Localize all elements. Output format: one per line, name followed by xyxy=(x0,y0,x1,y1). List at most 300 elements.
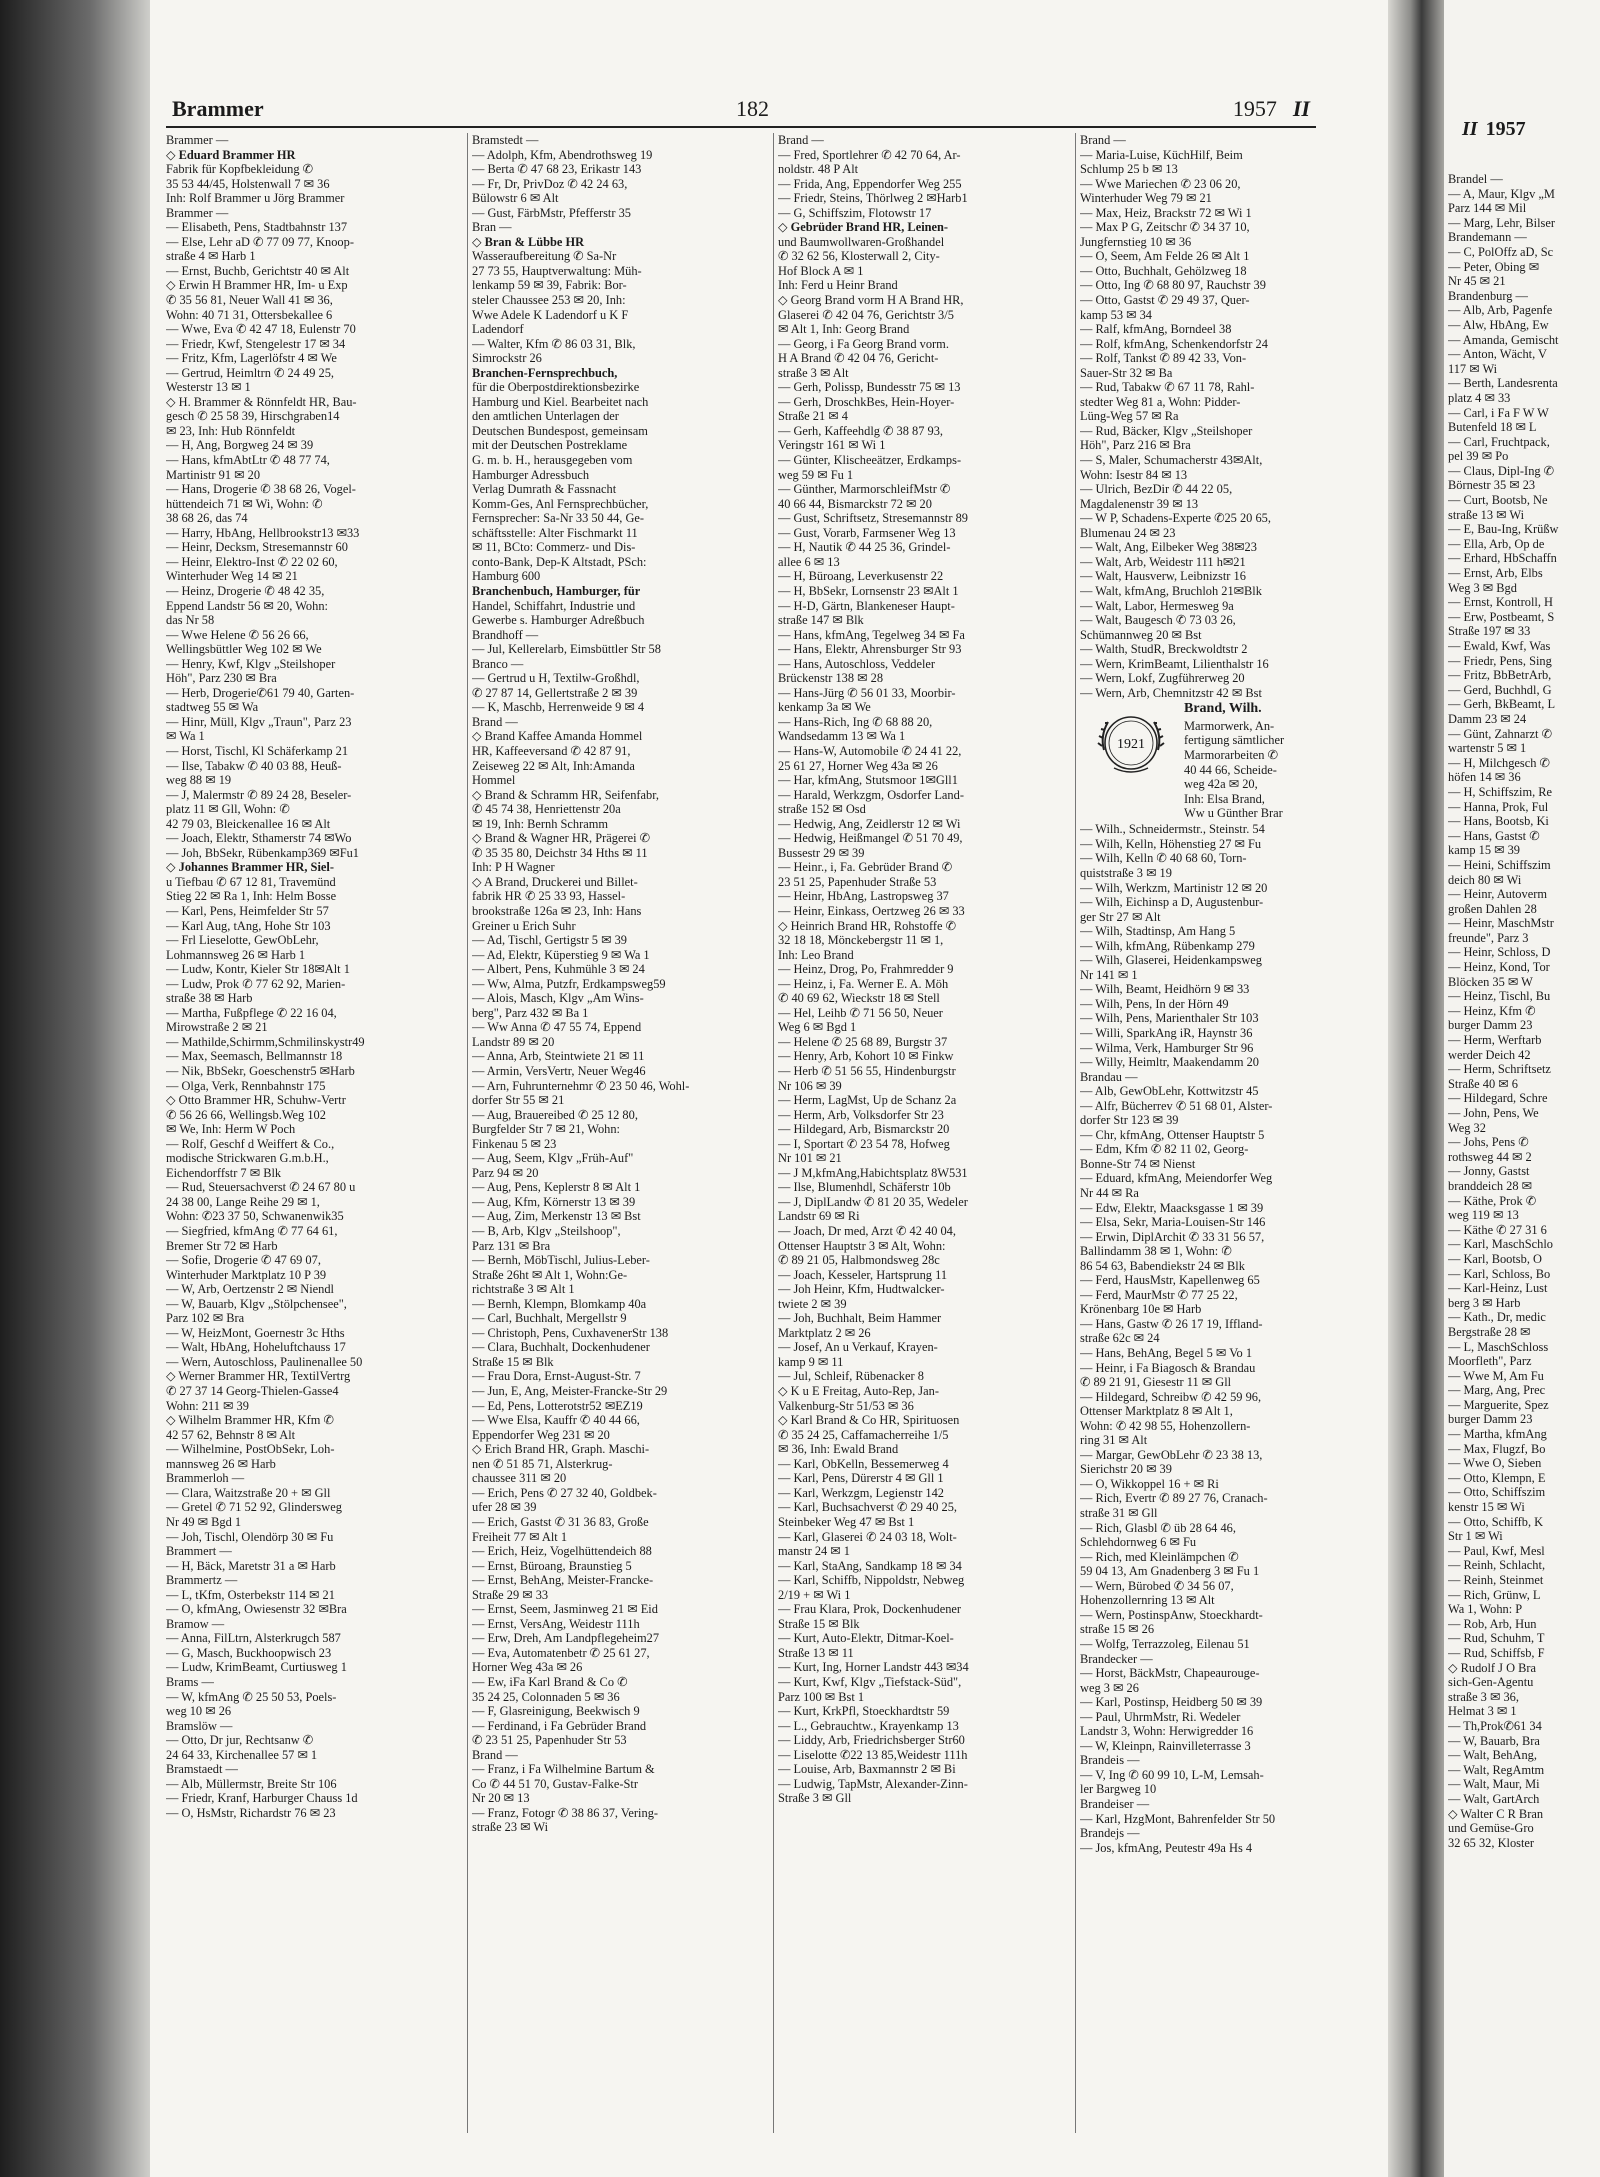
directory-entry: 42 57 62, Behnstr 8 ✉ Alt xyxy=(166,1427,296,1442)
facing-entry: Bergstraße 28 ✉ xyxy=(1448,1324,1531,1339)
directory-entry: Bonne-Str 74 ✉ Nienst xyxy=(1080,1156,1196,1171)
directory-entry: — Henry, Kwf, Klgv „Steilshoper xyxy=(166,656,336,671)
facing-entry: — Rob, Arb, Hun xyxy=(1448,1616,1537,1631)
directory-entry: — Alb, GewObLehr, Kottwitzstr 45 xyxy=(1080,1084,1259,1099)
directory-entry: — H-D, Gärtn, Blankeneser Haupt- xyxy=(778,598,955,613)
directory-entry: — Ernst, Büroang, Braunstieg 5 xyxy=(472,1558,632,1573)
directory-entry: Branchen-Fernsprechbuch, xyxy=(472,365,618,380)
directory-entry: — W, Bauarb, Klgv „Stölpchensee", xyxy=(166,1296,347,1311)
surname-heading: Brandeis — xyxy=(1080,1753,1140,1768)
directory-entry: — Ed, Pens, Lotterotstr52 ✉EZ19 xyxy=(472,1398,643,1413)
directory-entry: — Karl, Pens, Dürerstr 4 ✉ Gll 1 xyxy=(778,1471,944,1486)
directory-entry: Fabrik für Kopfbekleidung ✆ xyxy=(166,162,313,177)
facing-entry: — Reinh, Schlacht, xyxy=(1448,1558,1546,1573)
advertisement-line: Ww u Günther Brar xyxy=(1184,806,1283,821)
page-header xyxy=(166,86,1316,128)
facing-entry: kamp 15 ✉ 39 xyxy=(1448,843,1520,858)
directory-entry: Zeiseweg 22 ✉ Alt, Inh:Amanda xyxy=(472,758,635,773)
facing-entry: Helmat 3 ✉ 1 xyxy=(1448,1704,1517,1719)
directory-entry: ◇ Wilhelm Brammer HR, Kfm ✆ xyxy=(166,1413,334,1428)
directory-entry: — Berta ✆ 47 68 23, Erikastr 143 xyxy=(472,162,642,177)
directory-entry: Freiheit 77 ✉ Alt 1 xyxy=(472,1529,568,1544)
directory-entry: — Horst, Tischl, Kl Schäferkamp 21 xyxy=(166,743,349,758)
directory-entry: Burgfelder Str 7 ✉ 21, Wohn: xyxy=(472,1122,620,1137)
directory-entry: — Hel, Leihb ✆ 71 56 50, Neuer xyxy=(778,1005,943,1020)
facing-column xyxy=(1448,172,1598,1850)
directory-entry: ✉ 19, Inh: Bernh Schramm xyxy=(472,816,608,831)
directory-entry: u Tiefbau ✆ 67 12 81, Travemünd xyxy=(166,874,336,889)
directory-entry: — Wwe Mariechen ✆ 23 06 20, xyxy=(1080,176,1241,191)
directory-entry: — Hans-W, Automobile ✆ 24 41 22, xyxy=(778,743,962,758)
directory-entry: — Karl Aug, tAng, Hohe Str 103 xyxy=(166,918,331,933)
facing-entry: — Erw, Postbeamt, S xyxy=(1448,609,1555,624)
directory-entry: — Gerh, DroschkBes, Hein-Hoyer- xyxy=(778,394,955,409)
directory-entry: steler Chaussee 253 ✉ 20, Inh: xyxy=(472,293,626,308)
directory-entry: — Max, Seemasch, Bellmannstr 18 xyxy=(166,1049,343,1064)
directory-entry: ◇ Heinrich Brand HR, Rohstoffe ✆ xyxy=(778,918,956,933)
directory-entry: — Helene ✆ 25 68 89, Burgstr 37 xyxy=(778,1034,948,1049)
directory-entry: Ballindamm 38 ✉ 1, Wohn: ✆ xyxy=(1080,1244,1232,1259)
directory-entry: — Heinr, Einkass, Oertzweg 26 ✉ 33 xyxy=(778,903,965,918)
directory-entry: — Heinr, Decksm, Stresemannstr 60 xyxy=(166,540,348,555)
directory-entry: — Rud, Bäcker, Klgv „Steilshoper xyxy=(1080,423,1253,438)
directory-entry: — J, DiplLandw ✆ 81 20 35, Wedeler xyxy=(778,1194,968,1209)
directory-entry: — Paul, UhrmMstr, Ri. Wedeler xyxy=(1080,1709,1241,1724)
directory-entry: straße 15 ✉ 26 xyxy=(1080,1622,1155,1637)
directory-entry: — Wern, Bürobed ✆ 34 56 07, xyxy=(1080,1578,1234,1593)
directory-entry: — Ludw, Prok ✆ 77 62 92, Marien- xyxy=(166,976,346,991)
directory-entry: — Eva, Automatenbetr ✆ 25 61 27, xyxy=(472,1645,650,1660)
facing-entry: — Gerd, Buchhdl, G xyxy=(1448,682,1552,697)
facing-entry: — Ernst, Arb, Elbs xyxy=(1448,566,1543,581)
facing-entry: Börnestr 35 ✉ 23 xyxy=(1448,478,1536,493)
directory-entry: — W P, Schadens-Experte ✆25 20 65, xyxy=(1080,511,1271,526)
directory-entry: Sierichstr 20 ✉ 39 xyxy=(1080,1462,1172,1477)
directory-entry: — Alfr, Bücherrev ✆ 51 68 01, Alster- xyxy=(1080,1098,1273,1113)
directory-entry: — Frau Klara, Prok, Dockenhudener xyxy=(778,1602,962,1617)
directory-entry: — Gust, Schriftsetz, Stresemannstr 89 xyxy=(778,511,968,526)
directory-entry: — Erwin, DiplArchit ✆ 33 31 56 57, xyxy=(1080,1229,1265,1244)
directory-entry: ◇ Georg Brand vorm H A Brand HR, xyxy=(778,293,964,308)
directory-entry: Straße 3 ✉ Gll xyxy=(778,1791,852,1806)
directory-entry: Schlehdornweg 6 ✉ Fu xyxy=(1080,1535,1197,1550)
directory-entry: — Erw, Dreh, Am Landpflegeheim27 xyxy=(472,1631,660,1646)
directory-entry: Mirowstraße 2 ✉ 21 xyxy=(166,1020,268,1035)
directory-entry: — Olga, Verk, Rennbahnstr 175 xyxy=(166,1078,326,1093)
directory-column-3 xyxy=(778,133,1070,1806)
directory-entry: ◇ Johannes Brammer HR, Siel- xyxy=(166,860,334,875)
directory-entry: — Mathilde,Schirmm,Schmilinskystr49 xyxy=(166,1034,365,1049)
directory-entry: Wellingsbüttler Weg 102 ✉ We xyxy=(166,642,322,657)
directory-entry: — I, Sportart ✆ 23 54 78, Hofweg xyxy=(778,1136,950,1151)
directory-entry: Gewerbe s. Hamburger Adreßbuch xyxy=(472,613,645,628)
facing-entry: — Fritz, BbBetrArb, xyxy=(1448,668,1552,683)
directory-entry: Wohn: 40 71 31, Ottersbekallee 6 xyxy=(166,307,333,322)
facing-page xyxy=(1444,0,1600,2177)
directory-entry: stadtweg 55 ✉ Wa xyxy=(166,700,259,715)
directory-entry: ring 31 ✉ Alt xyxy=(1080,1433,1148,1448)
directory-entry: — Walt, Hausverw, Leibnizstr 16 xyxy=(1080,569,1246,584)
directory-entry: berg", Parz 432 ✉ Ba 1 xyxy=(472,1005,589,1020)
directory-entry: — Christoph, Pens, CuxhavenerStr 138 xyxy=(472,1325,669,1340)
facing-entry: — Otto, Schiffszim xyxy=(1448,1485,1546,1500)
directory-entry: Glaserei ✆ 42 04 76, Gerichtstr 3/5 xyxy=(778,307,954,322)
directory-entry: — Gust, FärbMstr, Pfefferstr 35 xyxy=(472,205,631,220)
directory-entry: — Josef, An u Verkauf, Krayen- xyxy=(778,1340,938,1355)
directory-entry: — Ernst, VersAng, Weidestr 111h xyxy=(472,1616,640,1631)
directory-entry: — V, Ing ✆ 60 99 10, L-M, Lemsah- xyxy=(1080,1767,1264,1782)
directory-entry: lenkamp 59 ✉ 39, Fabrik: Bor- xyxy=(472,278,627,293)
facing-entry: Brandemann — xyxy=(1448,230,1527,245)
directory-entry: — Bernh, MöbTischl, Julius-Leber- xyxy=(472,1253,650,1268)
facing-entry: wartenstr 5 ✉ 1 xyxy=(1448,741,1527,756)
facing-entry: — Günt, Zahnarzt ✆ xyxy=(1448,726,1552,741)
directory-entry: Lohmannsweg 26 ✉ Harb 1 xyxy=(166,947,306,962)
surname-heading: Brandhoff — xyxy=(472,627,539,642)
directory-entry: kamp 9 ✉ 11 xyxy=(778,1354,844,1369)
facing-entry: — Berth, Landesrenta xyxy=(1448,376,1558,391)
directory-entry: — Anna, FilLtrn, Alsterkrugch 587 xyxy=(166,1631,341,1646)
directory-entry: Nr 49 ✉ Bgd 1 xyxy=(166,1514,242,1529)
directory-entry: weg 59 ✉ Fu 1 xyxy=(778,467,854,482)
facing-entry: burger Damm 23 xyxy=(1448,1412,1533,1427)
directory-entry: Ladendorf xyxy=(472,322,524,337)
directory-entry: hüttendeich 71 ✉ Wi, Wohn: ✆ xyxy=(166,496,323,511)
directory-entry: — Heinz, i, Fa. Werner E. A. Möh xyxy=(778,976,949,991)
directory-entry: — Albert, Pens, Kuhmühle 3 ✉ 24 xyxy=(472,962,645,977)
directory-entry: das Nr 58 xyxy=(166,613,215,628)
directory-entry: Landstr 69 ✉ Ri xyxy=(778,1209,860,1224)
directory-entry: — J M,kfmAng,Habichtsplatz 8W531 xyxy=(778,1165,968,1180)
facing-entry: — Hans, Bootsb, Ki xyxy=(1448,814,1549,829)
facing-entry: — Heinz, Kfm ✆ xyxy=(1448,1003,1536,1018)
directory-entry: — Kurt, Ing, Horner Landstr 443 ✉34 xyxy=(778,1660,969,1675)
directory-entry: — Heinr, HbAng, Lastropsweg 37 xyxy=(778,889,949,904)
page-number: 182 xyxy=(736,96,769,121)
surname-heading: Branco — xyxy=(472,656,524,671)
directory-entry: den amtlichen Unterlagen der xyxy=(472,409,619,424)
directory-entry: — Herm, LagMst, Up de Schanz 2a xyxy=(778,1093,957,1108)
year-seal-logo xyxy=(1094,706,1168,780)
header-left-word: Brammer xyxy=(172,96,264,121)
facing-entry: Moorfleth", Parz xyxy=(1448,1354,1532,1369)
directory-entry: Eppend Landstr 56 ✉ 20, Wohn: xyxy=(166,598,328,613)
directory-entry: Nr 101 ✉ 21 xyxy=(778,1151,842,1166)
directory-entry: — Wern, KrimBeamt, Lilienthalstr 16 xyxy=(1080,656,1269,671)
facing-entry: platz 4 ✉ 33 xyxy=(1448,390,1511,405)
directory-page xyxy=(150,0,1388,2177)
facing-entry: — Amanda, Gemischt xyxy=(1448,332,1559,347)
facing-entry: Weg 32 xyxy=(1448,1120,1486,1135)
directory-entry: Co ✆ 44 51 70, Gustav-Falke-Str xyxy=(472,1776,638,1791)
facing-entry: pel 39 ✉ Po xyxy=(1448,449,1509,464)
directory-entry: — Herb ✆ 51 56 55, Hindenburgstr xyxy=(778,1064,956,1078)
facing-entry: — Martha, kfmAng xyxy=(1448,1427,1547,1442)
directory-entry: Westerstr 13 ✉ 1 xyxy=(166,380,251,395)
directory-entry: Nr 20 ✉ 13 xyxy=(472,1791,530,1806)
directory-entry: — Otto, Gastst ✆ 29 49 37, Quer- xyxy=(1080,293,1250,308)
facing-entry: — Karl-Heinz, Lust xyxy=(1448,1281,1548,1296)
directory-entry: straße 38 ✉ Harb xyxy=(166,991,253,1006)
facing-entry: — Heini, Schiffszim xyxy=(1448,857,1551,872)
directory-entry: — Friedr, Kranf, Harburger Chauss 1d xyxy=(166,1791,358,1806)
facing-entry: — Otto, Klempn, E xyxy=(1448,1470,1546,1485)
directory-entry: — Aug, Seem, Klgv „Früh-Auf" xyxy=(472,1151,634,1166)
facing-entry: werder Deich 42 xyxy=(1448,1047,1531,1062)
directory-entry: — Wilh, kfmAng, Rübenkamp 279 xyxy=(1080,938,1255,953)
directory-entry: — Erich, Gastst ✆ 31 36 83, Große xyxy=(472,1514,649,1529)
directory-entry: straße 3 ✉ Alt xyxy=(778,365,849,380)
facing-entry: — H, Milchgesch ✆ xyxy=(1448,755,1550,770)
directory-entry: straße 23 ✉ Wi xyxy=(472,1820,549,1835)
directory-entry: — K, Maschb, Herrenweide 9 ✉ 4 xyxy=(472,700,645,715)
directory-entry: — Adolph, Kfm, Abendrothsweg 19 xyxy=(472,147,653,162)
directory-entry: Straße 13 ✉ 11 xyxy=(778,1645,854,1660)
facing-entry: — Herm, Schriftsetz xyxy=(1448,1062,1551,1077)
facing-entry: weg 119 ✉ 13 xyxy=(1448,1208,1519,1223)
directory-entry: — Joh, Tischl, Olendörp 30 ✉ Fu xyxy=(166,1529,334,1544)
directory-entry: — Joach, Elektr, Sthamerstr 74 ✉Wo xyxy=(166,831,352,846)
facing-entry: ◇ Walter C R Bran xyxy=(1448,1806,1544,1821)
directory-entry: — Hans, Drogerie ✆ 38 68 26, Vogel- xyxy=(166,482,356,497)
directory-entry: Straße 21 ✉ 4 xyxy=(778,409,848,424)
directory-entry: — Heinz, Drog, Po, Frahmredder 9 xyxy=(778,962,954,977)
directory-entry: Hamburg und Kiel. Bearbeitet nach xyxy=(472,394,649,409)
directory-entry: — Aug, Zim, Merkenstr 13 ✉ Bst xyxy=(472,1209,641,1224)
facing-entry: — Anton, Wächt, V xyxy=(1448,347,1548,362)
directory-entry: manstr 24 ✉ 1 xyxy=(778,1544,850,1559)
directory-entry: Brückenstr 138 ✉ 28 xyxy=(778,671,884,686)
facing-entry: — Karl, MaschSchlo xyxy=(1448,1237,1553,1252)
facing-entry: — Gerh, BkBeamt, L xyxy=(1448,697,1556,712)
facing-entry: — Heinz, Kond, Tor xyxy=(1448,960,1550,975)
directory-entry: ✆ 35 56 81, Neuer Wall 41 ✉ 36, xyxy=(166,293,333,308)
directory-entry: — Wilh., Schneidermstr., Steinstr. 54 xyxy=(1080,822,1265,837)
advertisement-heading: Brand, Wilh. xyxy=(1184,702,1262,717)
directory-entry: ✉ 23, Inh: Hub Rönnfeldt xyxy=(166,423,296,438)
directory-entry: — Wern, Autoschloss, Paulinenallee 50 xyxy=(166,1354,363,1369)
directory-entry: — Harry, HbAng, Hellbrookstr13 ✉33 xyxy=(166,525,360,540)
facing-entry: höfen 14 ✉ 36 xyxy=(1448,770,1521,785)
directory-entry: — W, Kleinpn, Rainvilleterrasse 3 xyxy=(1080,1738,1251,1753)
directory-entry: Wohn: 211 ✉ 39 xyxy=(166,1398,249,1413)
directory-entry: ger Str 27 ✉ Alt xyxy=(1080,909,1161,924)
facing-entry: Str 1 ✉ Wi xyxy=(1448,1529,1503,1544)
directory-entry: Wohn: Isestr 84 ✉ 13 xyxy=(1080,467,1188,482)
directory-entry: — Liselotte ✆22 13 85,Weidestr 111h xyxy=(778,1747,968,1762)
directory-entry: — Ferd, MaurMstr ✆ 77 25 22, xyxy=(1080,1287,1238,1302)
directory-entry: 2/19 + ✉ Wi 1 xyxy=(778,1587,851,1602)
directory-entry: — Wern, Arb, Chemnitzstr 42 ✉ Bst xyxy=(1080,685,1262,700)
facing-entry: Parz 144 ✉ Mil xyxy=(1448,201,1527,216)
directory-entry: — Carl, Buchhalt, Mergellstr 9 xyxy=(472,1311,627,1326)
facing-entry: — Käthe ✆ 27 31 6 xyxy=(1448,1222,1547,1237)
facing-entry: Brandenburg — xyxy=(1448,288,1528,303)
directory-entry: Bussestr 29 ✉ 39 xyxy=(778,845,865,860)
directory-entry: — Wilh, Pens, Marienthaler Str 103 xyxy=(1080,1011,1259,1026)
facing-entry: — Hildegard, Schre xyxy=(1448,1091,1548,1106)
column-rule xyxy=(1075,133,1076,2133)
directory-entry: — Ad, Elektr, Küperstieg 9 ✉ Wa 1 xyxy=(472,947,650,962)
directory-entry: Verlag Dumrath & Fassnacht xyxy=(472,482,617,497)
directory-entry: Sauer-Str 32 ✉ Ba xyxy=(1080,365,1173,380)
directory-entry: ◇ Gebrüder Brand HR, Leinen- xyxy=(778,220,949,235)
directory-entry: — Rich, Glasbl ✆ üb 28 64 46, xyxy=(1080,1520,1236,1535)
directory-entry: — Otto, Dr jur, Rechtsanw ✆ xyxy=(166,1733,314,1748)
facing-entry: — Marguerite, Spez xyxy=(1448,1397,1549,1412)
directory-entry: — Wolfg, Terrazzoleg, Eilenau 51 xyxy=(1080,1636,1250,1651)
directory-entry: — Edw, Elektr, Maacksgasse 1 ✉ 39 xyxy=(1080,1200,1264,1215)
directory-entry: — Hinr, Müll, Klgv „Traun", Parz 23 xyxy=(166,714,352,729)
facing-page-header xyxy=(1462,118,1526,141)
facing-entry: 32 65 32, Kloster xyxy=(1448,1835,1535,1850)
directory-entry: Inh: Rolf Brammer u Jörg Brammer xyxy=(166,191,345,206)
directory-entry: Höh", Parz 216 ✉ Bra xyxy=(1080,438,1191,453)
facing-entry: deich 80 ✉ Wi xyxy=(1448,872,1522,887)
directory-entry: — Walt, Arb, Weidestr 111 h✉21 xyxy=(1080,554,1246,569)
directory-entry: — Anna, Arb, Steintwiete 21 ✉ 11 xyxy=(472,1049,645,1064)
directory-entry: — Gerh, Polissp, Bundesstr 75 ✉ 13 xyxy=(778,380,961,395)
directory-entry: stedter Weg 81 a, Wohn: Pidder- xyxy=(1080,394,1241,409)
facing-entry: — Rud, Schiffsb, F xyxy=(1448,1645,1545,1660)
directory-entry: Parz 100 ✉ Bst 1 xyxy=(778,1689,865,1704)
facing-entry: — L, MaschSchloss xyxy=(1448,1339,1549,1354)
directory-entry: platz 11 ✉ Gll, Wohn: ✆ xyxy=(166,802,290,817)
facing-entry: kenstr 15 ✉ Wi xyxy=(1448,1500,1525,1515)
directory-entry: Hohenzollernring 13 ✉ Alt xyxy=(1080,1593,1215,1608)
directory-entry: — Hans, BehAng, Begel 5 ✉ Vo 1 xyxy=(1080,1346,1253,1361)
directory-entry: — G, Schiffszim, Flotowstr 17 xyxy=(778,205,932,220)
facing-entry: — Walt, BehAng, xyxy=(1448,1748,1537,1763)
directory-entry: — Wilh, Beamt, Heidhörn 9 ✉ 33 xyxy=(1080,982,1250,997)
directory-entry: — Karl, ObKelln, Bessemerweg 4 xyxy=(778,1456,949,1471)
directory-entry: — Wwe Helene ✆ 56 26 66, xyxy=(166,627,309,642)
directory-entry: Schümannweg 20 ✉ Bst xyxy=(1080,627,1202,642)
facing-entry: — Hanna, Prok, Ful xyxy=(1448,799,1549,814)
directory-entry: Simrockstr 26 xyxy=(472,351,542,366)
directory-entry: Greiner u Erich Suhr xyxy=(472,918,576,933)
directory-entry: Wohn: ✆23 37 50, Schwanenwik35 xyxy=(166,1209,344,1224)
directory-entry: — Ilse, Blumenhdl, Schäferstr 10b xyxy=(778,1180,951,1195)
directory-entry: — Ernst, Buchb, Gerichtstr 40 ✉ Alt xyxy=(166,263,350,278)
directory-entry: — Else, Lehr aD ✆ 77 09 77, Knoop- xyxy=(166,234,354,249)
advertisement-text xyxy=(1184,702,1376,820)
advertisement-line: Marmorarbeiten ✆ xyxy=(1184,747,1278,762)
directory-entry: 42 79 03, Bleickenallee 16 ✉ Alt xyxy=(166,816,331,831)
directory-entry: — Walt, Labor, Hermesweg 9a xyxy=(1080,598,1234,613)
surname-heading: Bramstaedt — xyxy=(166,1762,238,1777)
directory-entry: mit der Deutschen Postreklame xyxy=(472,438,628,453)
directory-entry: Schlump 25 b ✉ 13 xyxy=(1080,162,1178,177)
facing-year: 1957 xyxy=(1485,118,1526,140)
directory-entry: — H, BbSekr, Lornsenstr 23 ✉Alt 1 xyxy=(778,583,959,598)
directory-entry: Inh: Leo Brand xyxy=(778,947,854,962)
directory-entry: — Harald, Werkzgm, Osdorfer Land- xyxy=(778,787,964,802)
directory-entry: straße 62c ✉ 24 xyxy=(1080,1331,1160,1346)
directory-entry: Landstr 89 ✉ 20 xyxy=(472,1034,555,1049)
directory-entry: — Rolf, kfmAng, Schenkendorfstr 24 xyxy=(1080,336,1268,351)
directory-entry: Hof Block A ✉ 1 xyxy=(778,263,864,278)
directory-entry: — Elsa, Sekr, Maria-Louisen-Str 146 xyxy=(1080,1215,1266,1230)
directory-entry: Wohn: ✆ 42 98 55, Hohenzollern- xyxy=(1080,1418,1251,1433)
directory-entry: — Friedr, Steins, Thörlweg 2 ✉Harb1 xyxy=(778,191,968,206)
directory-entry: Finkenau 5 ✉ 23 xyxy=(472,1136,557,1151)
directory-entry: brookstraße 126a ✉ 23, Inh: Hans xyxy=(472,903,642,918)
directory-entry: — G, Masch, Buckhoopwisch 23 xyxy=(166,1645,332,1660)
directory-entry: dorfer Str 123 ✉ 39 xyxy=(1080,1113,1179,1128)
directory-entry: ◇ Brand Kaffee Amanda Hommel xyxy=(472,729,643,744)
facing-entry: Brandel — xyxy=(1448,172,1503,186)
facing-entry: — Hans, Gastst ✆ xyxy=(1448,828,1540,843)
directory-entry: Wasseraufbereitung ✆ Sa-Nr xyxy=(472,249,617,264)
directory-entry: — Ernst, BehAng, Meister-Francke- xyxy=(472,1573,654,1588)
directory-entry: — Otto, Buchhalt, Gehölzweg 18 xyxy=(1080,263,1247,278)
directory-entry: — Ww, Alma, Putzfr, Erdkampsweg59 xyxy=(472,976,666,991)
facing-entry: Nr 45 ✉ 21 xyxy=(1448,274,1506,289)
directory-entry: — Jul, Schleif, Rübenacker 8 xyxy=(778,1369,924,1384)
directory-entry: quiststraße 3 ✉ 19 xyxy=(1080,865,1172,880)
directory-entry: — Ernst, Seem, Jasminweg 21 ✉ Eid xyxy=(472,1602,658,1617)
surname-heading: Bran — xyxy=(472,220,512,235)
facing-entry: — Heinr, Schloss, D xyxy=(1448,945,1551,960)
directory-entry: — O, kfmAng, Owiesenstr 32 ✉Bra xyxy=(166,1602,347,1617)
directory-entry: — Ralf, kfmAng, Borndeel 38 xyxy=(1080,322,1232,337)
directory-entry: — Nik, BbSekr, Goeschenstr5 ✉Harb xyxy=(166,1064,355,1078)
directory-entry: 24 38 00, Lange Reihe 29 ✉ 1, xyxy=(166,1194,320,1209)
directory-entry: ◇ Brand & Schramm HR, Seifenfabr, xyxy=(472,787,659,802)
directory-entry: — Herb, Drogerie✆61 79 40, Garten- xyxy=(166,685,355,700)
facing-entry: — Karl, Schloss, Bo xyxy=(1448,1266,1551,1281)
directory-entry: Parz 131 ✉ Bra xyxy=(472,1238,551,1253)
facing-entry: — Carl, i Fa F W W xyxy=(1448,405,1549,420)
facing-entry: Weg 3 ✉ Bgd xyxy=(1448,580,1517,595)
directory-entry: — Karl, Buchsachverst ✆ 29 40 25, xyxy=(778,1500,957,1515)
surname-heading: Brandeiser — xyxy=(1080,1796,1150,1811)
directory-entry: — Rolf, Geschf d Weiffert & Co., xyxy=(166,1136,335,1151)
facing-entry: Straße 197 ✉ 33 xyxy=(1448,624,1531,639)
directory-entry: — Franz, i Fa Wilhelmine Bartum & xyxy=(472,1762,655,1777)
directory-entry: — Wilh, Kelln, Höhenstieg 27 ✉ Fu xyxy=(1080,836,1262,851)
facing-entry: 117 ✉ Wi xyxy=(1448,361,1498,376)
directory-entry: — Ferd, HausMstr, Kapellenweg 65 xyxy=(1080,1273,1260,1288)
directory-column-2 xyxy=(472,133,768,1835)
directory-entry: — Frida, Ang, Eppendorfer Weg 255 xyxy=(778,176,962,191)
directory-entry: dorfer Str 55 ✉ 21 xyxy=(472,1093,565,1108)
directory-entry: — Rich, med Kleinlämpchen ✆ xyxy=(1080,1549,1239,1564)
directory-entry: — Ferdinand, i Fa Gebrüder Brand xyxy=(472,1718,647,1733)
directory-entry: — F, Glasreinigung, Beekwisch 9 xyxy=(472,1704,640,1719)
facing-entry: und Gemüse-Gro xyxy=(1448,1821,1534,1836)
directory-entry: Jungfernstieg 10 ✉ 36 xyxy=(1080,234,1192,249)
directory-entry: — J, Malermstr ✆ 89 24 28, Beseler- xyxy=(166,787,352,802)
facing-entry: — Heinz, Tischl, Bu xyxy=(1448,989,1551,1004)
directory-entry: — Frau Dora, Ernst-August-Str. 7 xyxy=(472,1369,641,1384)
directory-entry: — Wilh, Pens, In der Hörn 49 xyxy=(1080,996,1229,1011)
facing-entry: sich-Gen-Agentu xyxy=(1448,1675,1534,1690)
directory-entry: — O, Seem, Am Felde 26 ✉ Alt 1 xyxy=(1080,249,1250,264)
directory-entry: — Karl, Postinsp, Heidberg 50 ✉ 39 xyxy=(1080,1695,1263,1710)
advertisement-line: 40 44 66, Scheide- xyxy=(1184,762,1277,777)
column-rule xyxy=(773,133,774,2133)
facing-entry: — Peter, Obing ✉ xyxy=(1448,259,1540,274)
surname-heading: Bramslöw — xyxy=(166,1718,233,1733)
directory-entry: — Gust, Vorarb, Farmsener Weg 13 xyxy=(778,525,956,540)
directory-entry: straße 4 ✉ Harb 1 xyxy=(166,249,256,264)
directory-entry: ✆ 27 87 14, Gellertstraße 2 ✉ 39 xyxy=(472,685,638,700)
facing-entry: — Curt, Bootsb, Ne xyxy=(1448,493,1548,508)
directory-entry: ◇ A Brand, Druckerei und Billet- xyxy=(472,874,638,889)
directory-entry: — Jul, Kellerelarb, Eimsbüttler Str 58 xyxy=(472,642,661,657)
